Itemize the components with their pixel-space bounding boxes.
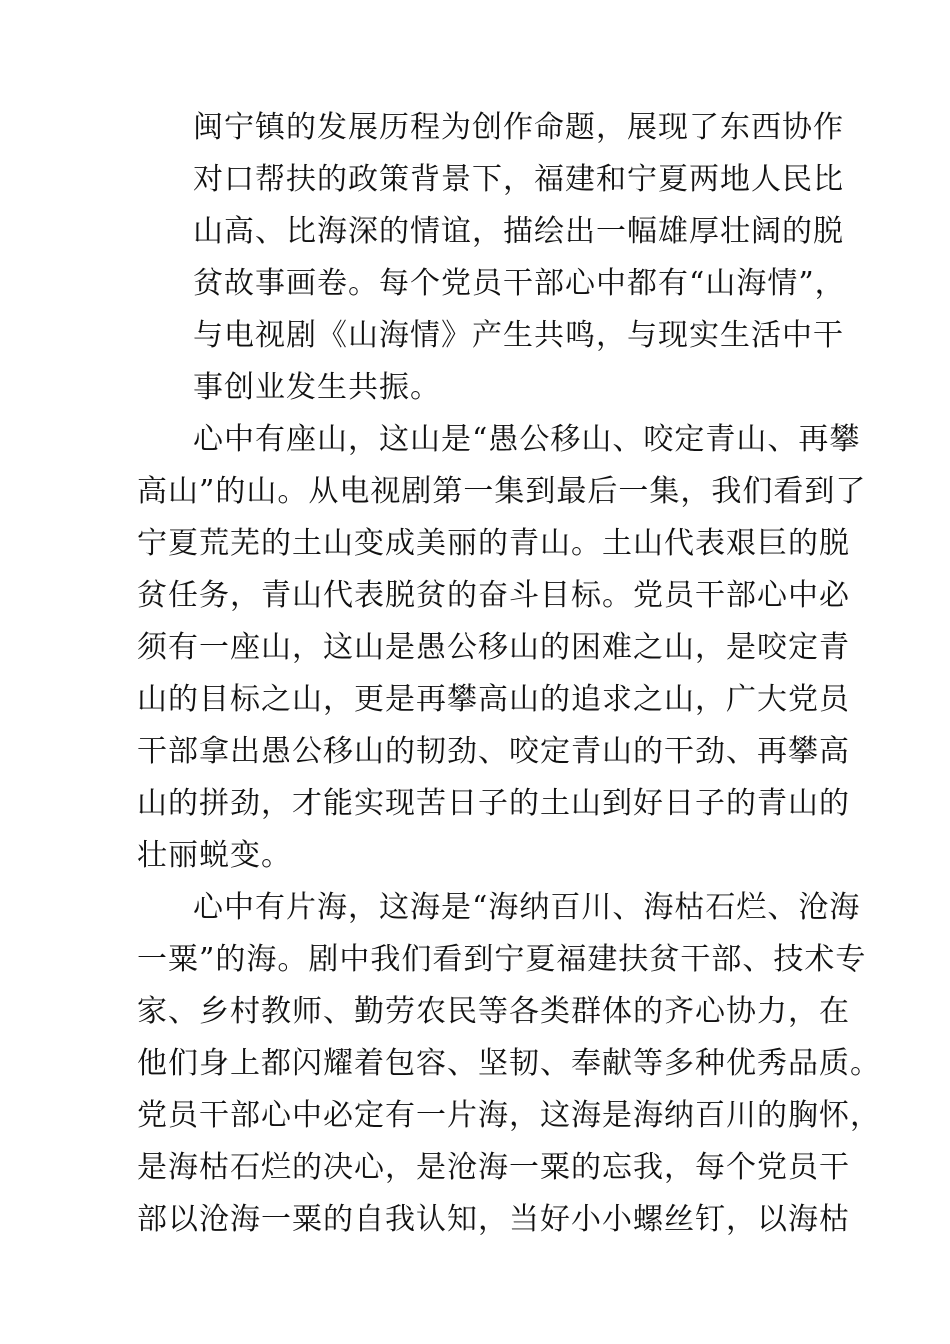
paragraph-line: 须有一座山，这山是愚公移山的困难之山，是咬定青: [137, 630, 850, 665]
paragraph-line: 闽宁镇的发展历程为创作命题，展现了东西协作: [193, 110, 844, 145]
paragraph-line: 与电视剧《山海情》产生共鸣，与现实生活中干: [193, 318, 844, 353]
paragraph-line: 党员干部心中必定有一片海，这海是海纳百川的胸怀，: [137, 1098, 881, 1133]
paragraph-line: 家、乡村教师、勤劳农民等各类群体的齐心协力，在: [137, 994, 850, 1029]
paragraph-line: 事创业发生共振。: [193, 370, 441, 405]
paragraph-line: 心中有片海，这海是“海纳百川、海枯石烂、沧海: [193, 890, 861, 925]
paragraph-line: 宁夏荒芜的土山变成美丽的青山。土山代表艰巨的脱: [137, 526, 850, 561]
paragraph-line: 山的目标之山，更是再攀高山的追求之山，广大党员: [137, 682, 850, 717]
paragraph-line: 一粟”的海。剧中我们看到宁夏福建扶贫干部、技术专: [137, 942, 867, 977]
paragraph-line: 贫故事画卷。每个党员干部心中都有“山海情”，: [193, 266, 846, 301]
paragraph-line: 心中有座山，这山是“愚公移山、咬定青山、再攀: [193, 422, 861, 457]
paragraph-line: 对口帮扶的政策背景下，福建和宁夏两地人民比: [193, 162, 844, 197]
paragraph-line: 干部拿出愚公移山的韧劲、咬定青山的干劲、再攀高: [137, 734, 850, 769]
paragraph-line: 高山”的山。从电视剧第一集到最后一集，我们看到了: [137, 474, 867, 509]
paragraph-line: 是海枯石烂的决心，是沧海一粟的忘我，每个党员干: [137, 1150, 850, 1185]
paragraph-line: 山的拼劲，才能实现苦日子的土山到好日子的青山的: [137, 786, 850, 821]
paragraph-line: 壮丽蜕变。: [137, 838, 292, 873]
paragraph-line: 贫任务，青山代表脱贫的奋斗目标。党员干部心中必: [137, 578, 850, 613]
paragraph-line: 部以沧海一粟的自我认知，当好小小螺丝钉，以海枯: [137, 1202, 850, 1237]
paragraph-line: 他们身上都闪耀着包容、坚韧、奉献等多种优秀品质。: [137, 1046, 881, 1081]
paragraph-line: 山高、比海深的情谊，描绘出一幅雄厚壮阔的脱: [193, 214, 844, 249]
